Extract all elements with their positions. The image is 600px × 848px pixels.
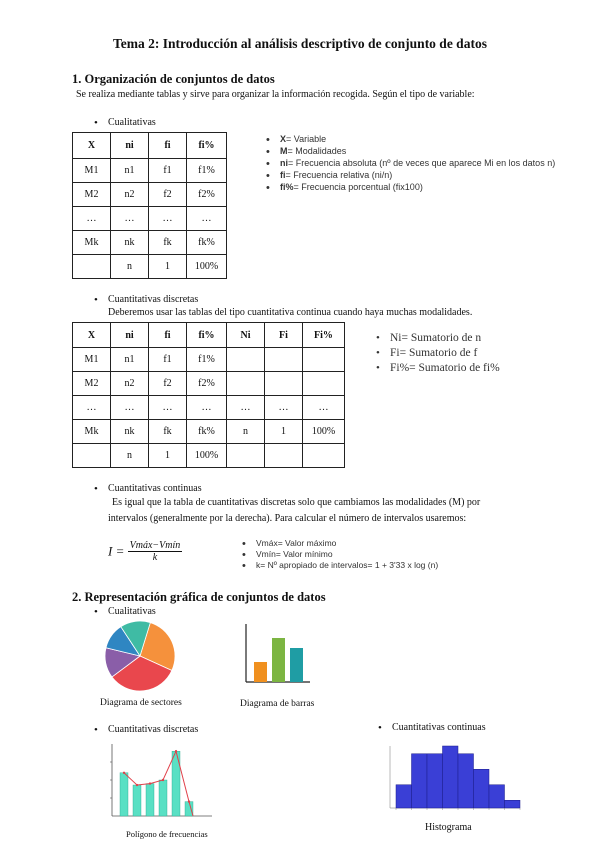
table-cell: f1 xyxy=(149,348,187,372)
bar xyxy=(290,648,303,682)
section1-intro: Se realiza mediante tablas y sirve para organizar la información recogida. Según el tipo de variable: xyxy=(76,89,475,100)
table-cell: Mk xyxy=(73,231,111,255)
table-cell: f2 xyxy=(149,372,187,396)
interval-formula xyxy=(108,540,182,563)
table-cell: n xyxy=(111,255,149,279)
table-row xyxy=(73,207,227,231)
table-cell: 1 xyxy=(149,444,187,468)
histogram-bar xyxy=(474,769,490,808)
table-header-cell: X xyxy=(73,133,111,159)
cualitativas-table xyxy=(72,132,227,279)
formula-fraction xyxy=(128,540,183,563)
poligono-caption: Polígono de frecuencias xyxy=(126,829,208,839)
table-cell xyxy=(227,372,265,396)
table-cell: Mk xyxy=(73,420,111,444)
table-cell: n1 xyxy=(111,348,149,372)
legend-term: X xyxy=(280,134,287,144)
table-row xyxy=(73,396,345,420)
table-cell: n1 xyxy=(111,159,149,183)
formula-numerator: Vmáx−Vmín xyxy=(129,540,181,551)
table-cell: … xyxy=(187,396,227,420)
page-title: Tema 2: Introducción al análisis descriptivo de conjunto de datos xyxy=(113,36,487,51)
table-cell: … xyxy=(265,396,303,420)
legend-item xyxy=(280,170,392,180)
table-row xyxy=(73,183,227,207)
table-cell: n2 xyxy=(111,183,149,207)
polygon-point xyxy=(188,800,190,802)
table-cell: fk% xyxy=(187,231,227,255)
table-header-cell: fi% xyxy=(187,133,227,159)
discretas-legend-item: • Fi%= Sumatorio de fi% xyxy=(390,362,500,374)
table-cell: M1 xyxy=(73,348,111,372)
table-cell: n xyxy=(111,444,149,468)
discretas-label: • Cuantitativas discretas xyxy=(108,294,198,305)
section1-heading: 1. Organización de conjuntos de datos xyxy=(72,72,275,86)
table-cell: f2% xyxy=(187,183,227,207)
table-cell: M2 xyxy=(73,372,111,396)
table-cell xyxy=(73,255,111,279)
table-header-cell: fi xyxy=(149,323,187,348)
cualitativas-label: • Cualitativas xyxy=(108,117,156,128)
table-cell: n2 xyxy=(111,372,149,396)
formula-denominator: k xyxy=(152,552,158,563)
table-cell xyxy=(265,444,303,468)
discretas-legend-item: • Ni= Sumatorio de n xyxy=(390,332,481,344)
table-cell: 1 xyxy=(149,255,187,279)
table-row xyxy=(73,372,345,396)
table-header-cell: fi% xyxy=(187,323,227,348)
table-cell: … xyxy=(303,396,345,420)
table-cell: f1% xyxy=(187,348,227,372)
histogram-bar xyxy=(458,754,474,808)
histograma-caption: Histograma xyxy=(425,822,472,833)
histogram-bar xyxy=(443,746,459,808)
table-header-cell: ni xyxy=(111,323,149,348)
table-header-cell: Fi% xyxy=(303,323,345,348)
table-cell: fk xyxy=(149,420,187,444)
formula-lhs: I = xyxy=(108,543,125,559)
sectores-caption: Diagrama de sectores xyxy=(100,698,182,708)
discretas-table xyxy=(72,322,345,468)
legend-term: fi% xyxy=(280,182,294,192)
table-cell: f2 xyxy=(149,183,187,207)
table-header-cell: fi xyxy=(149,133,187,159)
legend-term: fi xyxy=(280,170,286,180)
continuas-legend-item: • Vmáx= Valor máximo xyxy=(256,538,336,548)
histogram-bar xyxy=(427,754,443,808)
table-header-cell: ni xyxy=(111,133,149,159)
table-row xyxy=(73,348,345,372)
bar xyxy=(159,780,167,816)
table-cell xyxy=(265,372,303,396)
table-cell: … xyxy=(149,207,187,231)
frequency-polygon-chart xyxy=(104,740,214,824)
histogram-bar xyxy=(489,785,505,808)
table-row xyxy=(73,420,345,444)
section2-heading: 2. Representación gráfica de conjuntos de datos xyxy=(72,590,326,604)
legend-term: ni xyxy=(280,158,288,168)
table-header-cell: X xyxy=(73,323,111,348)
table-row xyxy=(73,159,227,183)
table-cell xyxy=(303,444,345,468)
table-header-row xyxy=(73,323,345,348)
table-cell xyxy=(73,444,111,468)
table-row xyxy=(73,231,227,255)
discretas-note: Deberemos usar las tablas del tipo cuantitativa continua cuando haya muchas modalidades. xyxy=(108,307,473,318)
table-cell: 100% xyxy=(187,444,227,468)
histogram-chart xyxy=(380,740,522,818)
table-cell: f2% xyxy=(187,372,227,396)
barras-caption: Diagrama de barras xyxy=(240,699,315,709)
table-cell: … xyxy=(227,396,265,420)
table-header-cell: Ni xyxy=(227,323,265,348)
continuas-text-line2: intervalos (generalmente por la derecha). Para calcular el número de intervalos usaremos: xyxy=(108,513,467,524)
legend-item xyxy=(280,146,346,156)
table-row xyxy=(73,255,227,279)
bar xyxy=(185,802,193,816)
polygon-point xyxy=(136,784,138,786)
continuas-legend-item: • Vmín= Valor mínimo xyxy=(256,549,333,559)
bar xyxy=(133,785,141,816)
table-cell: f1 xyxy=(149,159,187,183)
bar-chart xyxy=(240,622,312,686)
bar xyxy=(272,638,285,682)
continuas-text-line1: Es igual que la tabla de cuantitativas discretas solo que cambiamos las modalidades (M) por xyxy=(112,497,481,508)
polygon-point xyxy=(149,782,151,784)
histogram-bar xyxy=(396,785,412,808)
table-row xyxy=(73,444,345,468)
table-cell: fk xyxy=(149,231,187,255)
legend-desc: = Modalidades xyxy=(287,146,347,156)
continuas-legend-item: • k= Nº apropiado de intervalos= 1 + 3'33 x log (n) xyxy=(256,560,438,570)
table-cell: … xyxy=(111,396,149,420)
histogram-bar xyxy=(505,800,521,808)
table-cell: M1 xyxy=(73,159,111,183)
table-cell: … xyxy=(149,396,187,420)
polygon-point xyxy=(162,779,164,781)
table-header-cell: Fi xyxy=(265,323,303,348)
table-cell: 100% xyxy=(303,420,345,444)
table-cell: nk xyxy=(111,420,149,444)
bar xyxy=(254,662,267,682)
table-cell xyxy=(303,372,345,396)
polygon-point xyxy=(175,750,177,752)
table-cell: nk xyxy=(111,231,149,255)
legend-desc: = Frecuencia porcentual (fix100) xyxy=(293,182,423,192)
table-cell: … xyxy=(187,207,227,231)
graph-cualitativas-label: • Cualitativas xyxy=(108,606,156,617)
table-cell: n xyxy=(227,420,265,444)
pie-chart xyxy=(100,620,180,692)
legend-term: M xyxy=(280,146,288,156)
table-cell: … xyxy=(111,207,149,231)
bar xyxy=(146,784,154,816)
table-cell: 1 xyxy=(265,420,303,444)
table-cell: … xyxy=(73,396,111,420)
bar xyxy=(120,773,128,816)
table-cell xyxy=(227,348,265,372)
discretas-legend-item: • Fi= Sumatorio de f xyxy=(390,347,477,359)
legend-desc: = Frecuencia relativa (ni/n) xyxy=(285,170,393,180)
continuas-label: • Cuantitativas continuas xyxy=(108,483,202,494)
table-cell: … xyxy=(73,207,111,231)
table-cell xyxy=(265,348,303,372)
table-cell: fk% xyxy=(187,420,227,444)
histogram-bar xyxy=(412,754,428,808)
table-cell: f1% xyxy=(187,159,227,183)
table-cell xyxy=(227,444,265,468)
polygon-point xyxy=(123,772,125,774)
graph-continuas-label: • Cuantitativas continuas xyxy=(392,722,486,733)
table-cell: 100% xyxy=(187,255,227,279)
legend-item xyxy=(280,134,326,144)
legend-item xyxy=(280,182,423,192)
legend-desc: = Variable xyxy=(286,134,327,144)
legend-item xyxy=(280,158,555,168)
graph-discretas-label: • Cuantitativas discretas xyxy=(108,724,198,735)
table-cell: M2 xyxy=(73,183,111,207)
legend-desc: = Frecuencia absoluta (nº de veces que aparece Mi en los datos n) xyxy=(288,158,556,168)
table-header-row xyxy=(73,133,227,159)
table-cell xyxy=(303,348,345,372)
